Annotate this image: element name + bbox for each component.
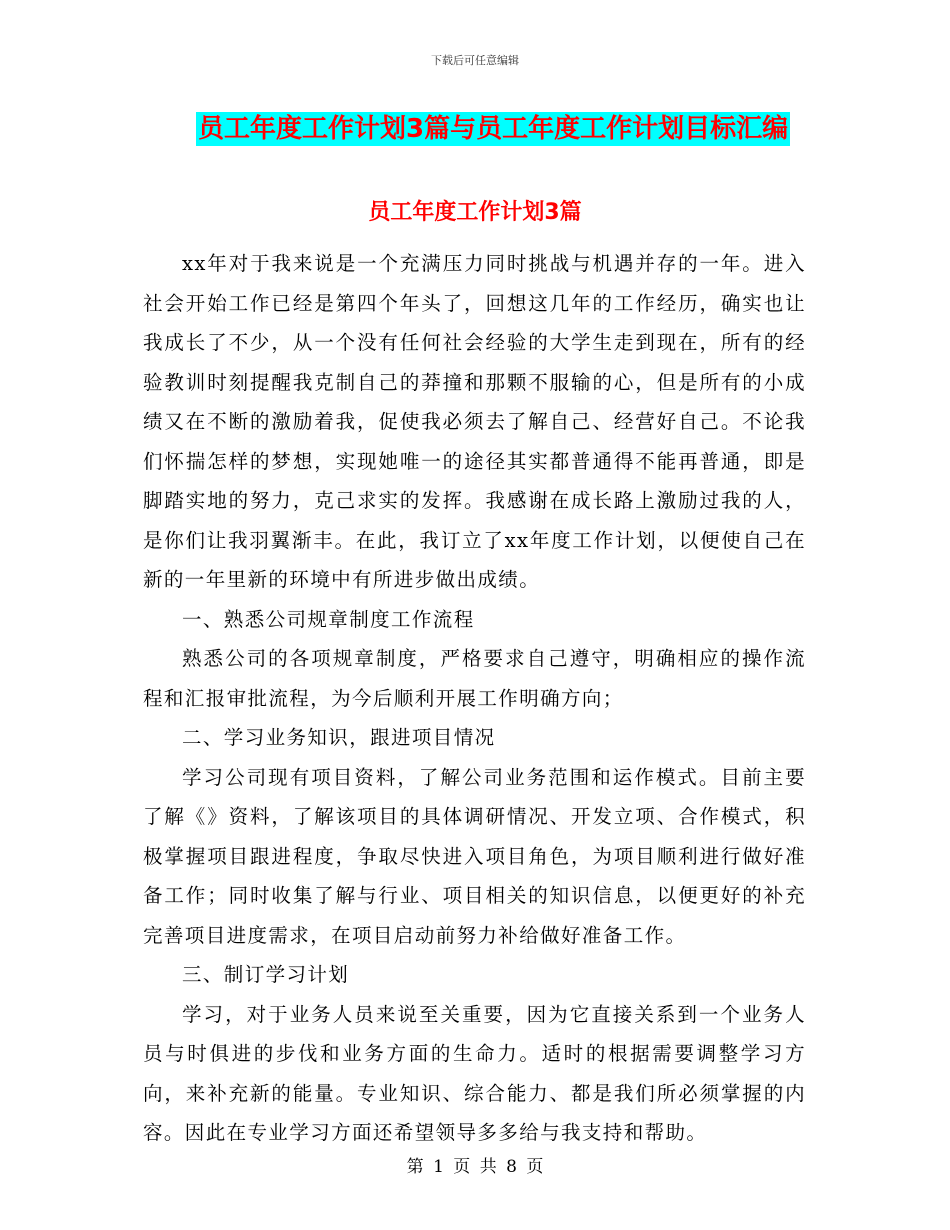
heading-business-knowledge: 二、学习业务知识，跟进项目情况 xyxy=(182,726,496,749)
paragraph-rules: 熟悉公司的各项规章制度，严格要求自己遵守，明确相应的操作流程和汇报审批流程，为今后顺利开展工作明确方向； xyxy=(143,647,806,710)
header-note: 下载后可任意编辑 xyxy=(431,54,519,67)
document-body xyxy=(143,244,806,1153)
heading-rules-familiarization: 一、熟悉公司规章制度工作流程 xyxy=(182,607,475,631)
paragraph-business: 学习公司现有项目资料，了解公司业务范围和运作模式。目前主要了解《》资料，了解该项目的具体调研情况、开发立项、合作模式，积极掌握项目跟进程度，争取尽快进入项目角色，为项目顺利进行做好准备工作；同时收集了解与行业、项目相关的知识信息，以便更好的补充完善项目进度需求，在项目启动前努力补给做好准备工作。 xyxy=(143,765,806,947)
paragraph-study: 学习，对于业务人员来说至关重要，因为它直接关系到一个业务人员与时俱进的步伐和业务方面的生命力。适时的根据需要调整学习方向，来补充新的能量。专业知识、综合能力、都是我们所必须掌握的内容。因此在专业学习方面还希望领导多多给与我支持和帮助。 xyxy=(143,1002,806,1144)
paragraph-intro: xx年对于我来说是一个充满压力同时挑战与机遇并存的一年。进入社会开始工作已经是第四个年头了，回想这几年的工作经历，确实也让我成长了不少，从一个没有任何社会经验的大学生走到现在，所有的经验教训时刻提醒我克制自己的莽撞和那颗不服输的心，但是所有的小成绩又在不断的激励着我，促使我必须去了解自己、经营好自己。不论我们怀揣怎样的梦想，实现她唯一的途径其实都普通得不能再普通，即是脚踏实地的努力，克己求实的发挥。我感谢在成长路上激励过我的人，是你们让我羽翼渐丰。在此，我订立了xx年度工作计划，以便使自己在新的一年里新的环境中有所进步做出成绩。 xyxy=(143,252,806,591)
heading-study-plan: 三、制订学习计划 xyxy=(182,963,350,986)
document-title: 员工年度工作计划3篇与员工年度工作计划目标汇编 xyxy=(198,114,789,144)
section-title: 员工年度工作计划3篇 xyxy=(368,200,582,225)
page-footer: 第 1 页 共 8 页 xyxy=(406,1157,544,1177)
